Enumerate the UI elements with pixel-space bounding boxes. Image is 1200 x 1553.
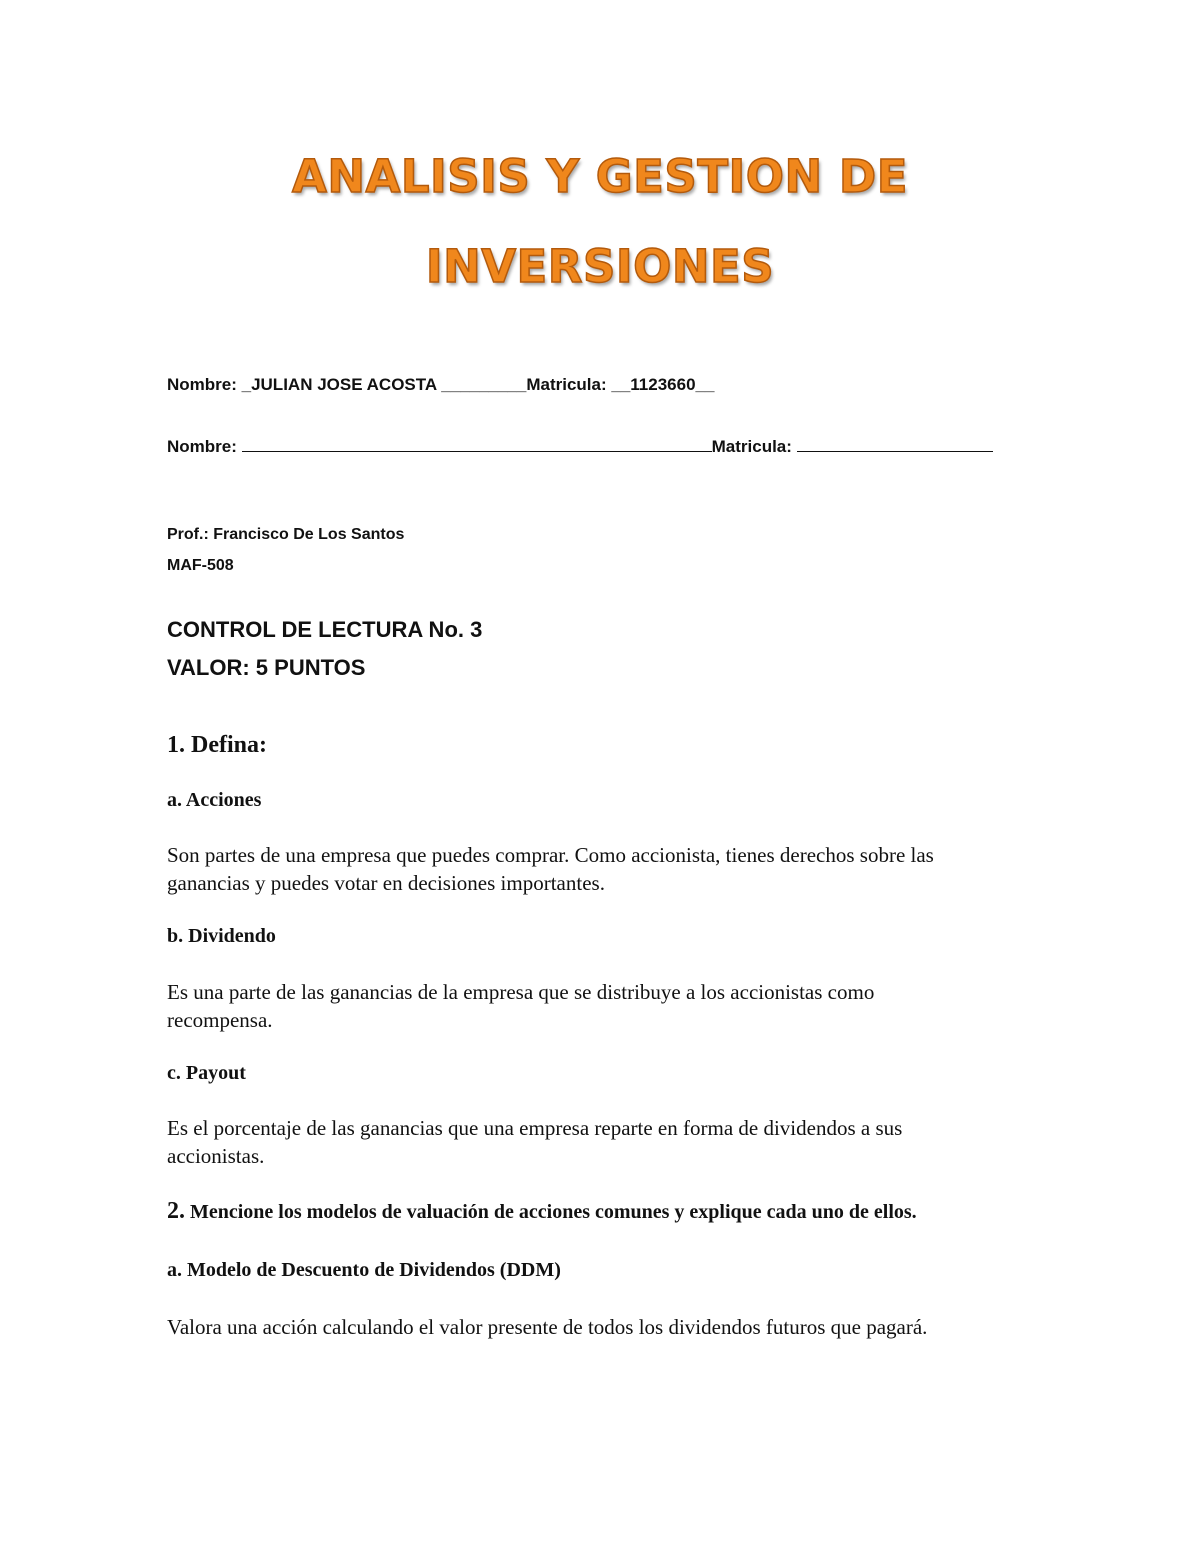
item-ddm-text-line-1: Valora una acción calculando el valor presente de todos los dividendos futuros que pagará.: [167, 1315, 928, 1339]
item-ddm-title: a. Modelo de Descuento de Dividendos (DDM): [167, 1259, 561, 1281]
document-title-line-1: ANALISIS Y GESTION DE: [292, 150, 908, 203]
section-2-heading-text: Mencione los modelos de valuación de acciones comunes y explique cada uno de ellos.: [185, 1201, 917, 1223]
item-acciones-text-line-2: ganancias y puedes votar en decisiones importantes.: [167, 871, 605, 895]
matricula-label-2: Matricula:: [711, 437, 797, 456]
control-title: CONTROL DE LECTURA No. 3: [167, 617, 483, 642]
item-payout-text-line-1: Es el porcentaje de las ganancias que una empresa reparte en forma de dividendos a sus: [167, 1116, 903, 1140]
section-1-heading: 1. Defina:: [167, 732, 267, 758]
item-dividendo-title: b. Dividendo: [167, 925, 276, 947]
student-row-1: [167, 375, 714, 395]
item-acciones-text-line-1: Son partes de una empresa que puedes comprar. Como accionista, tienes derechos sobre las: [167, 843, 934, 867]
nombre-label: Nombre:: [167, 375, 242, 394]
section-2-number: 2.: [167, 1198, 185, 1224]
item-acciones-title: a. Acciones: [167, 789, 262, 811]
control-valor: VALOR: 5 PUNTOS: [167, 655, 366, 680]
nombre-value: _JULIAN JOSE ACOSTA _________: [241, 375, 527, 394]
student-row-2: [167, 436, 993, 457]
matricula-blank-line: [797, 436, 993, 452]
item-payout-title: c. Payout: [167, 1062, 246, 1084]
professor-line: Prof.: Francisco De Los Santos: [167, 526, 405, 543]
item-payout-text-line-2: accionistas.: [167, 1144, 265, 1168]
matricula-label: Matricula:: [526, 375, 612, 394]
nombre-label-2: Nombre:: [167, 437, 242, 456]
matricula-value: __1123660__: [611, 375, 715, 394]
nombre-blank-line: [242, 436, 712, 452]
item-dividendo-text-line-1: Es una parte de las ganancias de la empresa que se distribuye a los accionistas como: [167, 980, 875, 1004]
item-dividendo-text-line-2: recompensa.: [167, 1008, 273, 1032]
section-2-heading: [167, 1198, 917, 1225]
document-title-line-2: INVERSIONES: [425, 240, 775, 293]
course-code: MAF-508: [167, 557, 234, 574]
